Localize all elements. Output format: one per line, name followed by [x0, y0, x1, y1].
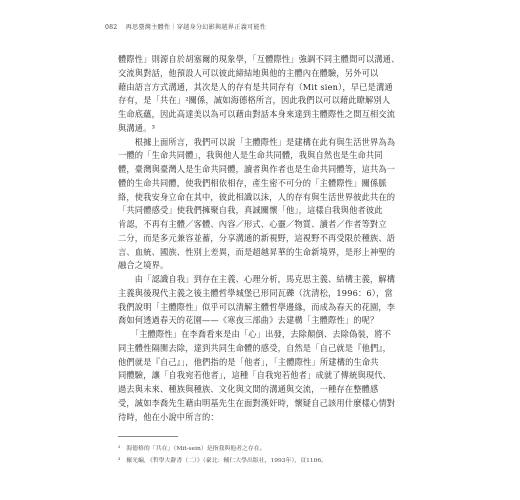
body-line: 我們說明「主體際性」似乎可以清解主體哲學邊緣，而成為春天的花園，李 [118, 301, 396, 312]
body-line: 言、血統、國族、性別上差異，而是超越昇華的生命新境界，是形上神聖的 [118, 246, 396, 257]
footnote-divider [118, 436, 178, 437]
body-line: 過去與未來、種族與種族、文化與文間的溝通與交流，一種存在整體感 [118, 384, 379, 394]
body-line: 體，臺灣與臺灣人是生命共同體，讀者與作者也是生命共同體等，這共為一 [118, 164, 396, 174]
body-line: 他們就是『自己』」，他們指的是「他者」，「主體際性」所建構的生命共 [118, 356, 379, 367]
body-line: 與溝通。³ [118, 122, 156, 133]
body-line: 由「認識自我」到存在主義、心理分析，馬克思主義、結構主義，解構 [118, 274, 396, 284]
body-line: 體的生命共同體，使我們相依相存，產生密不可分的「主體際性」關係脈 [118, 177, 387, 188]
body-line: 喬如何透過春天的花園——《寒夜三部曲》去建構「主體際性」的呢？ [118, 315, 379, 326]
body-line: 一體的「生命共同體」，我與他人是生命共同體，我與自然也是生命共同 [118, 150, 383, 161]
body-line: 生命底蘊，因此高達美以為可以藉由對話本身來達到主體際性之間互相交流 [118, 109, 396, 119]
body-line: 「共同體感受」使我們擁聚自我，真誠關懷「他」，這樣自我與他者彼此 [118, 205, 383, 216]
footnote-3: ³ 羅光編，《哲學大辭書（二）》（臺北：輔仁大學出版社，1993年），頁1106。 [118, 458, 328, 464]
page-number: 082 [105, 24, 118, 31]
body-line: 同主體性隔閡去除，達到共同生命體的感受，自然是「自己就是『他們』， [118, 342, 392, 353]
body-line: 絡，使我安身立命在其中，彼此相識以沫，人的存有與生活世界彼此共在的 [118, 191, 396, 202]
body-line: 根據上面所言，我們可以說「主體際性」是建構在此有與生活世界為為 [118, 136, 396, 147]
body-line: 同體驗，讓「自我宛若他者」，這種「自我宛若他者」成就了傳統與現代、 [118, 370, 392, 381]
running-title: 再思臺灣主體性｜穿越身分幻影與越界正義可能性 [125, 24, 267, 31]
body-line: 交流與對話，他預設人可以彼此締結地與他的主體內在體驗，另外可以 [118, 67, 379, 78]
body-line: 「主體際性」在李喬看來是由「心」出發，去除顛倒、去除偽裝，將不 [118, 329, 392, 339]
body-line: 藉由語言方式溝通，其次是人的存有是共同存有（Mit sien），早已是溝通 [118, 81, 393, 92]
footnotes [118, 443, 418, 467]
footnote-2: ² 海德格的「共在」（Mit-sein）是指我與他者之存在。 [118, 446, 266, 452]
running-header [105, 22, 425, 31]
body-line: 主義與後現代主義之後主體哲學城堡已形同瓦礫（沈清松，1996：6），當 [118, 287, 393, 298]
body-line: 肯認，不再有主體／客體、內容／形式、心靈／物質、讀者／作者等對立 [118, 219, 387, 229]
body-line: 存有，是「共在」²關係，誠如海德格所言，因此我們以可以藉此瞭解別人 [118, 95, 391, 106]
body-line: 二分，而是多元兼容並蓄，分享溝通的新視野，這視野不再受限於種族、語 [118, 232, 396, 243]
body-line: 融合之境界。 [118, 260, 169, 271]
body-line: 受，誠如李喬先生藉由明基先生在面對漢奸時，懷疑自己該用什麼樣心情對 [118, 397, 396, 408]
body-text [118, 53, 416, 424]
body-line: 體際性」則源自於胡塞爾的現象學，「互體際性」強調不同主體間可以溝通、 [118, 54, 400, 64]
body-line: 待時，他在小說中所言的： [118, 411, 219, 422]
